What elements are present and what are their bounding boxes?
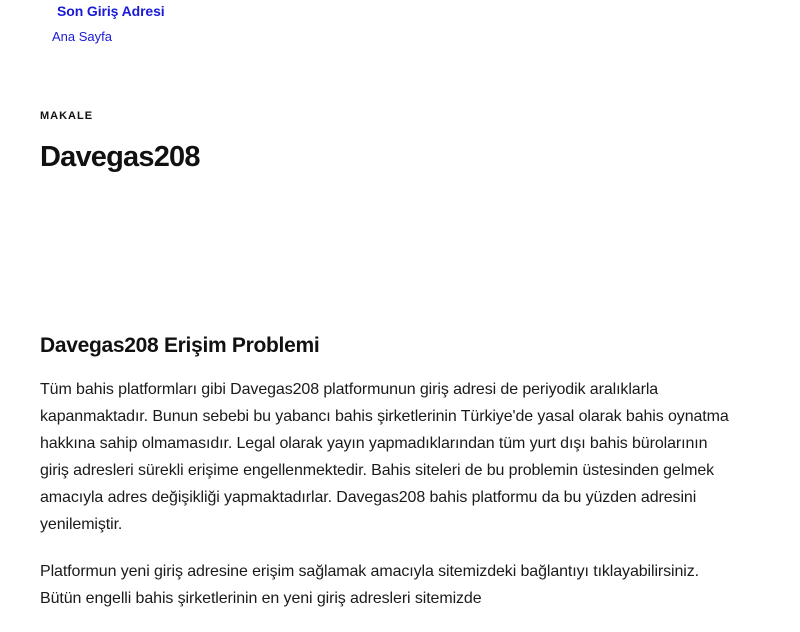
paragraph: Tüm bahis platformları gibi Davegas208 platformunun giriş adresi de periyodik aralıklarla kapanmaktadır. Bunun sebebi bu yabancı bahis şirketlerinin Türkiye'de yasal olarak bahis oynatma hakkına sahip olmamasıdır. Legal olarak yayın yapmadıklarından tüm yurt dışı bahis bürolarının giriş adresleri sürekli erişime engellenmektedir. Bahis siteleri de bu problemin üstesinden gelmek amacıyla adres değişikliği yapmaktadırlar. Davegas208 bahis platformu da bu yüzden adresini yenilemiştir. [40, 381, 729, 533]
post-title: Davegas208 [40, 141, 200, 173]
post-category: MAKALE [40, 110, 94, 122]
nav-item-home[interactable]: Ana Sayfa [52, 29, 112, 44]
post-content [40, 332, 730, 632]
site-title-link[interactable]: Son Giriş Adresi [57, 3, 165, 19]
paragraph: Platformun yeni giriş adresine erişim sağlamak amacıyla sitemizdeki bağlantıyı tıklayabilirsiniz. Bütün engelli bahis şirketlerinin en yeni giriş adresleri sitemizde [40, 563, 700, 607]
section-heading: Davegas208 Erişim Problemi [40, 334, 320, 357]
